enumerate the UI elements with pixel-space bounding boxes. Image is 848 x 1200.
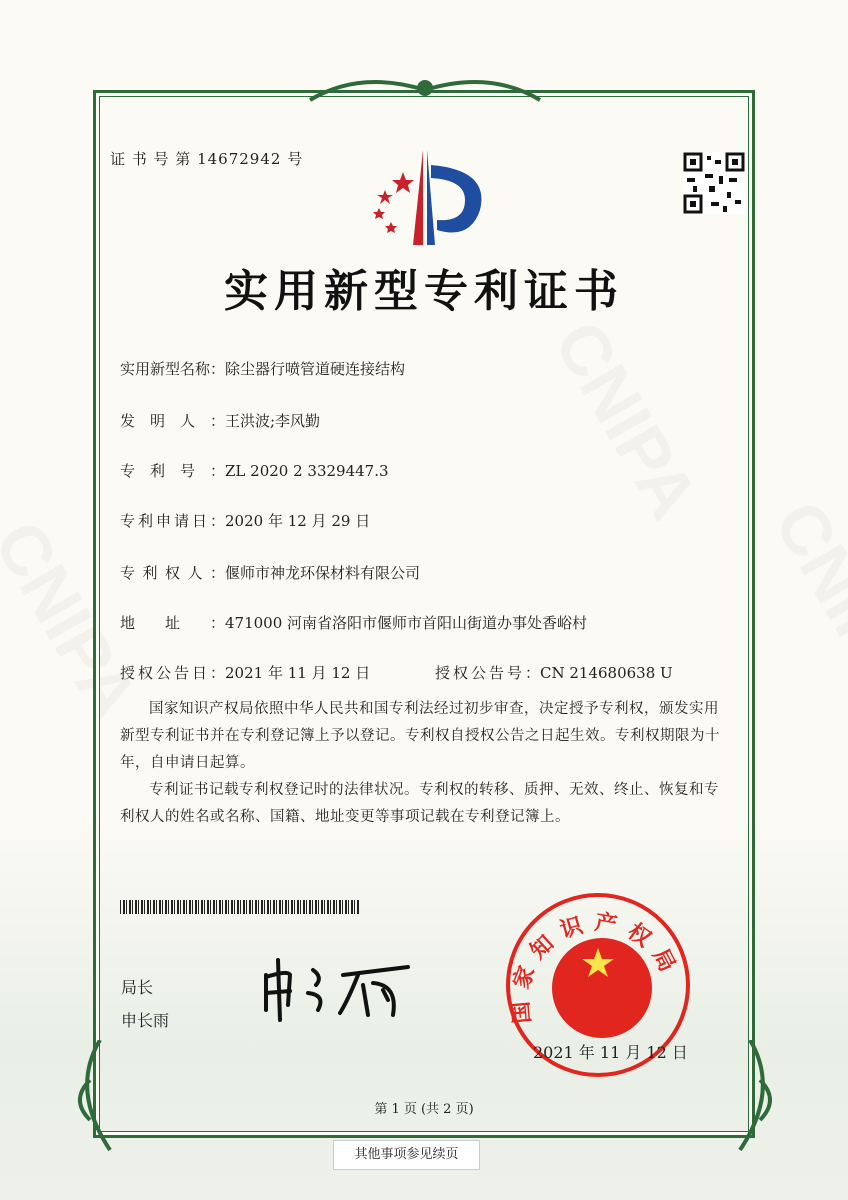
field-grant-date	[120, 662, 370, 683]
field-patent-number	[120, 460, 389, 481]
field-value: 471000 河南省洛阳市偃师市首阳山街道办事处香峪村	[225, 614, 588, 632]
cnipa-logo	[365, 150, 490, 245]
field-value: 王洪波;李风勤	[225, 412, 321, 430]
barcode	[120, 900, 360, 914]
field-label: 专利申请日：	[120, 512, 225, 530]
field-value: 2021 年 11 月 12 日	[225, 664, 371, 682]
field-utility-model-name	[120, 358, 405, 379]
field-application-date	[120, 510, 370, 531]
field-label: 专利号：	[120, 462, 225, 480]
field-label: 授权公告号：	[435, 664, 540, 682]
document-title: 实用新型专利证书	[224, 266, 624, 317]
continued-note: 其他事项参见续页	[333, 1140, 480, 1170]
signature	[258, 955, 438, 1025]
field-value: CN 214680638 U	[540, 664, 673, 682]
field-value: ZL 2020 2 3329447.3	[225, 462, 389, 480]
signatory-title: 局长	[121, 978, 154, 997]
field-address	[120, 612, 587, 633]
certificate-number: 证 书 号 第 14672942 号	[110, 150, 304, 168]
field-value: 除尘器行喷管道硬连接结构	[225, 360, 406, 378]
seal-date: 2021 年 11 月 12 日	[533, 1043, 688, 1062]
signatory-name: 申长雨	[121, 1011, 170, 1030]
field-label: 地址：	[120, 614, 225, 632]
field-label: 授权公告日：	[120, 664, 225, 682]
field-label: 发明人：	[120, 412, 225, 430]
field-grant-pub-number	[435, 662, 673, 683]
field-value: 2020 年 12 月 29 日	[225, 512, 371, 530]
paragraph-grant-statement: 国家知识产权局依照中华人民共和国专利法经过初步审查，决定授予专利权，颁发实用新型专利证书并在专利登记簿上予以登记。专利权自授权公告之日起生效。专利权期限为十年，自申请日起算。	[120, 701, 720, 771]
svg-text:国家知识产权局: 国家知识产权局	[507, 910, 685, 1025]
field-label: 实用新型名称：	[120, 360, 226, 378]
watermark	[759, 488, 848, 712]
field-label: 专利权人：	[120, 564, 225, 582]
field-value: 偃师市神龙环保材料有限公司	[225, 564, 421, 582]
qr-code	[683, 152, 745, 214]
field-inventor	[120, 410, 320, 431]
paragraph-legal-status: 专利证书记载专利权登记时的法律状况。专利权的转移、质押、无效、终止、恢复和专利权人的姓名或名称、国籍、地址变更等事项记载在专利登记簿上。	[120, 782, 719, 825]
ornament-top	[300, 70, 550, 110]
page-number: 第 1 页 (共 2 页)	[374, 1102, 474, 1117]
field-patentee	[120, 562, 420, 583]
